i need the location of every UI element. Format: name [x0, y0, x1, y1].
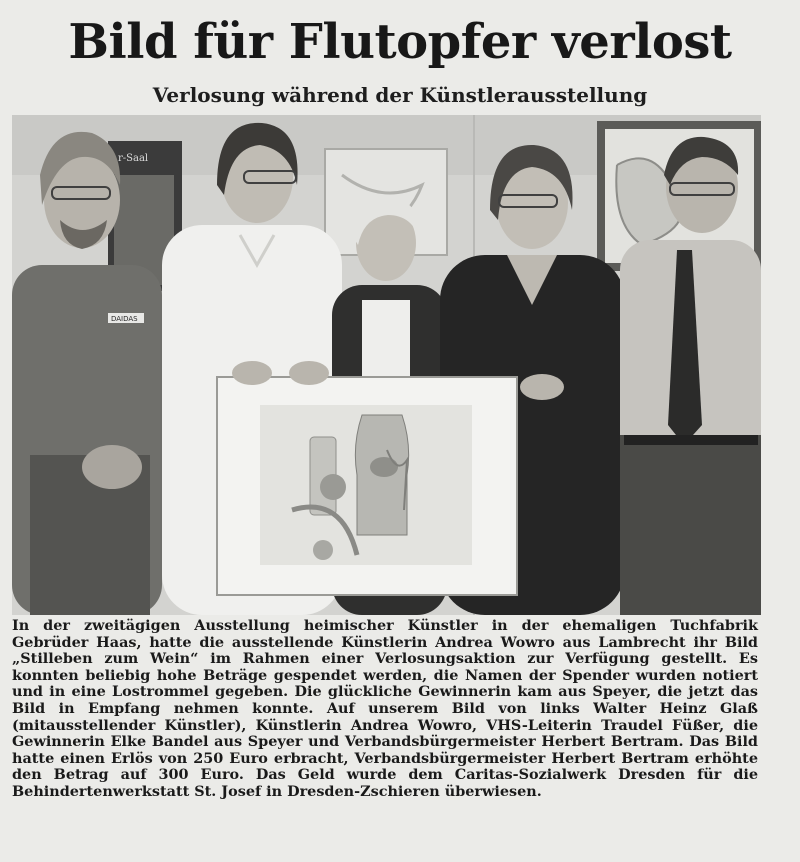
svg-text:DAIDAS: DAIDAS: [111, 315, 138, 323]
group-photo-illustration: [12, 115, 761, 615]
photo-caption: In der zweitägigen Ausstellung heimischer Künstler in der ehemaligen Tuchfabrik Gebrüder Haas, hatte die ausstellende Künstlerin Andrea Wowro aus Lambrecht ihr Bild „Stilleben zum Wein“ im Rahmen einer Verlosungsaktion zur Verfügung gestellt. Es konnten beliebig hohe Beträge gespendet werden, die Namen der Spender wurden notiert und in eine Lostrommel gegeben. Die glückliche Gewinnerin kam aus Speyer, die jetzt das Bild in Empfang nehmen konnte. Auf unserem Bild von links Walter Heinz Glaß (mitausstellender Künstler), Künstlerin Andrea Wowro, VHS-Leiterin Traudel Füßer, die Gewinnerin Elke Bandel aus Speyer und Verbandsbürgermeister Herbert Bertram. Das Bild hatte einen Erlös von 250 Euro erbracht, Verbandsbürgermeister Herbert Bertram erhöhte den Betrag auf 300 Euro. Das Geld wurde dem Caritas-Sozialwerk Dresden für die Behindertenwerkstatt St. Josef in Dresden-Zschieren überwiesen.: [12, 617, 758, 800]
article-headline: Bild für Flutopfer verlost: [68, 14, 732, 70]
raffled-painting: [217, 377, 517, 595]
hand-right: [520, 374, 564, 400]
article-subheadline: Verlosung während der Künstlerausstellung: [152, 83, 648, 107]
article-photo: [12, 115, 761, 615]
poster-text: r-Saal: [118, 153, 149, 164]
hand-left: [232, 361, 272, 385]
hand-left-2: [289, 361, 329, 385]
